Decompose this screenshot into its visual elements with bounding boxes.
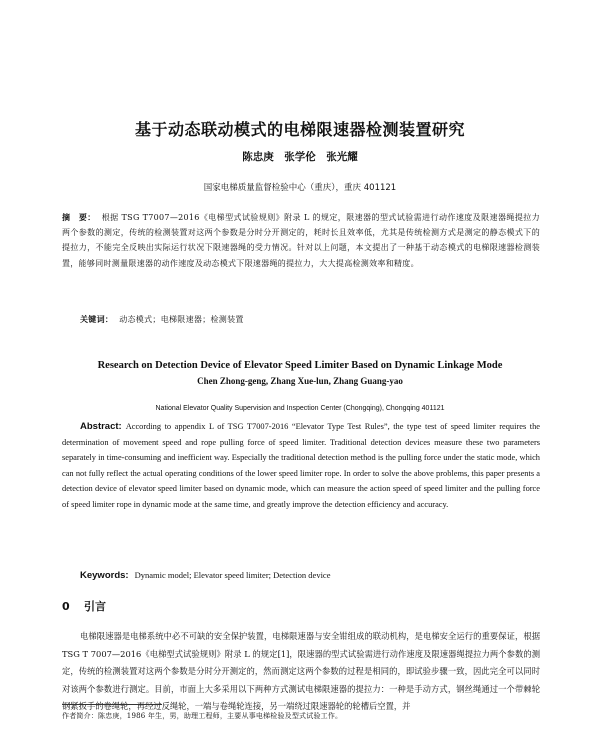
english-authors: Chen Zhong-geng, Zhang Xue-lun, Zhang Guang-yao (197, 376, 403, 386)
chinese-authors: 陈忠庚 张学伦 张光耀 (242, 151, 358, 163)
chinese-abstract (62, 210, 540, 271)
chinese-affiliation: 国家电梯质量监督检验中心（重庆），重庆 401121 (203, 183, 397, 193)
chinese-abstract-label: 摘 要： (62, 213, 96, 222)
footnote-divider (62, 704, 162, 705)
author-footnote: 作者简介：陈忠庚，1986 年生，男，助理工程师，主要从事电梯检验及型式试验工作。 (62, 712, 343, 720)
section-heading (62, 598, 362, 614)
english-keywords (80, 570, 540, 581)
chinese-title: 基于动态联动模式的电梯限速器检测装置研究 (134, 120, 465, 139)
english-abstract (62, 419, 540, 513)
chinese-keywords (80, 314, 540, 325)
english-affiliation: National Elevator Quality Supervision and Inspection Center (Chongqing), Chongqing 401121 (155, 405, 445, 412)
english-abstract-text: According to appendix L of TSG T7007-2016 “Elevator Type Test Rules”, the type test of speed limiter requires the determination of movement speed and rope pulling force of speed limiter. Traditional detection devices measure these two parameters separately in time-consuming and inefficient way. Especially the traditional detection method is the pulling force under the static mode, which can not fully reflect the actual operating conditions of the lower speed limiter rope. In order to solve the above problems, this paper presents a detection device of elevator speed limiter based on dynamic mode, which can measure the action speed of speed limiter and the pulling force of speed limiter rope in dynamic mode at the same time, and greatly improve the detection efficiency and accuracy. (62, 422, 540, 509)
chinese-keywords-label: 关键词： (80, 315, 114, 324)
chinese-abstract-text: 根据 TSG T7007—2016《电梯型式试验规则》附录 L 的规定，限速器的型式试验需进行动作速度及限速器绳提拉力两个参数的测定，传统的检测装置对这两个参数是分时分开测定的，耗时长且效率低，尤其是传统检测方式是测定的静态模式下的提拉力，不能完全反映出实际运行状况下限速器绳的受力情况。针对以上问题，本文提出了一种基于动态模式的电梯限速器检测装置，能够同时测量限速器的动作速度及动态模式下限速器绳的提拉力，大大提高检测效率和精度。 (62, 213, 540, 268)
body-paragraph: 电梯限速器是电梯系统中必不可缺的安全保护装置，电梯限速器与安全钳组成的联动机构，是电梯安全运行的重要保证，根据 TSG T 7007—2016《电梯型式试验规则》附录 L 的规定[1]，限速器的型式试验需进行动作速度及限速器绳提拉力两个参数的测定，传统的检测装置对这两个参数是分时分开测定的，然而测定这两个参数的过程是相同的，即试验步骤一致，因此完全可以同时对该两个参数进行测定。目前，市面上大多采用以下两种方式测试电梯限速器的提拉力：一种是手动方式，钢丝绳通过一个带棘轮钢紧扳手的卷绳轮，再经过反绳轮，一端与卷绳轮连接，另一端绕过限速器轮的轮槽后空置，并 (62, 631, 540, 712)
english-title: Research on Detection Device of Elevator Speed Limiter Based on Dynamic Linkage Mode (97, 360, 503, 371)
chinese-keywords-text: 动态模式；电梯限速器；检测装置 (119, 315, 244, 324)
english-abstract-label: Abstract: (80, 421, 122, 432)
english-keywords-text: Dynamic model; Elevator speed limiter; Detection device (134, 570, 331, 580)
english-keywords-label: Keywords: (80, 570, 129, 581)
section-title: 引言 (84, 600, 106, 613)
section-number: 0 (62, 600, 70, 613)
